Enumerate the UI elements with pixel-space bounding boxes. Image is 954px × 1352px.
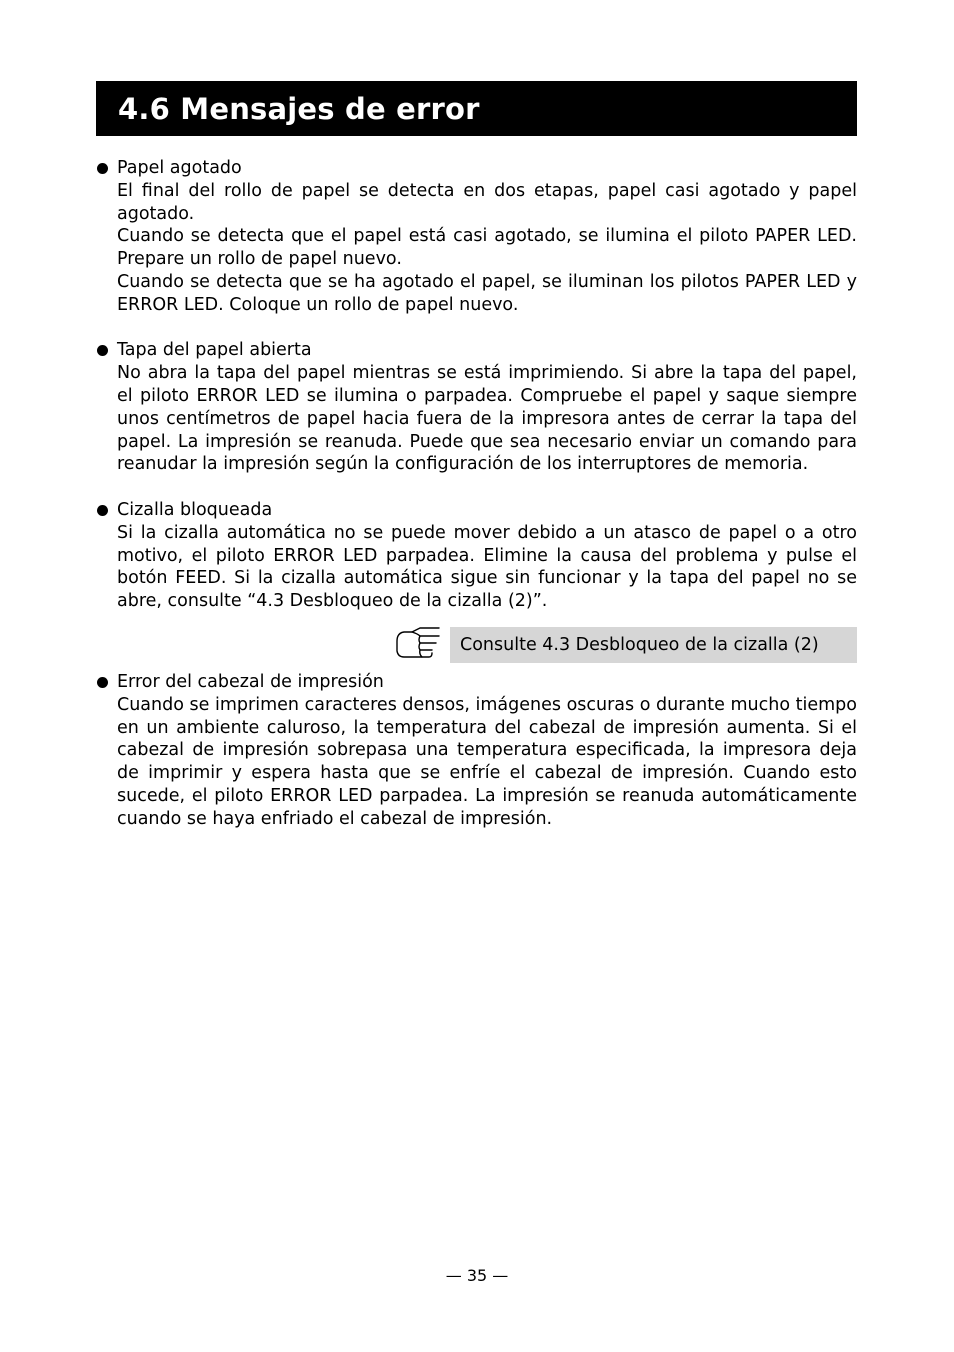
item-heading: Error del cabezal de impresión — [117, 671, 384, 692]
bullet-icon — [97, 505, 108, 516]
item-paragraph: Si la cizalla automática no se puede mover debido a un atasco de papel o a otro motivo, el piloto ERROR LED parpadea. Elimine la causa del problema y pulse el botón FEED. Si la cizalla automática sigue sin funcionar y la tapa del papel no se abre, consulte “4.3 Desbloqueo de la cizalla (2)”. — [117, 522, 857, 612]
bullet-icon — [97, 345, 108, 356]
item-paragraph: Cuando se imprimen caracteres densos, imágenes oscuras o durante mucho tiempo en un ambiente caluroso, la temperatura del cabezal de impresión aumenta. Si el cabezal de impresión sobrepasa una temperatura especificada, la impresora deja de imprimir y espera hasta que se enfríe el cabezal de impresión. Cuando esto sucede, el piloto ERROR LED parpadea. La impresión se reanuda automáticamente cuando se haya enfriado el cabezal de impresión. — [117, 694, 857, 829]
bullet-icon — [97, 163, 108, 174]
item-paragraph: No abra la tapa del papel mientras se está imprimiendo. Si abre la tapa del papel, el piloto ERROR LED se ilumina o parpadea. Compruebe el papel y saque siempre unos centímetros de papel hacia fuera de la impresora antes de cerrar la tapa del papel. La impresión se reanuda. Puede que sea necesario enviar un comando para reanudar la impresión según la configuración de los interruptores de memoria. — [117, 363, 857, 475]
main-content — [96, 157, 857, 831]
list-item-cutter-locked — [96, 499, 857, 613]
item-heading: Tapa del papel abierta — [117, 340, 312, 361]
list-item-head-error — [96, 671, 857, 831]
reference-label[interactable]: Consulte 4.3 Desbloqueo de la cizalla (2) — [460, 634, 819, 655]
page-title: 4.6 Mensajes de error — [118, 91, 480, 126]
item-paragraph: Cuando se detecta que se ha agotado el papel, se iluminan los pilotos PAPER LED y ERROR LED. Coloque un rollo de papel nuevo. — [117, 271, 857, 315]
item-heading: Cizalla bloqueada — [117, 499, 273, 520]
list-item-paper-out — [96, 157, 857, 317]
page-number: — 35 — — [445, 1266, 509, 1285]
item-heading: Papel agotado — [117, 158, 242, 178]
list-item-cover-open — [96, 339, 857, 476]
reference-row — [96, 613, 857, 671]
bullet-icon — [97, 677, 108, 688]
pointing-hand-icon — [394, 625, 442, 661]
reference-link-box[interactable] — [450, 627, 857, 663]
item-paragraph: Cuando se detecta que el papel está casi agotado, se ilumina el piloto PAPER LED. Prepare un rollo de papel nuevo. — [117, 226, 857, 270]
item-paragraph: El final del rollo de papel se detecta en dos etapas, papel casi agotado y papel agotado. — [117, 180, 857, 224]
section-title-bar — [96, 81, 857, 136]
